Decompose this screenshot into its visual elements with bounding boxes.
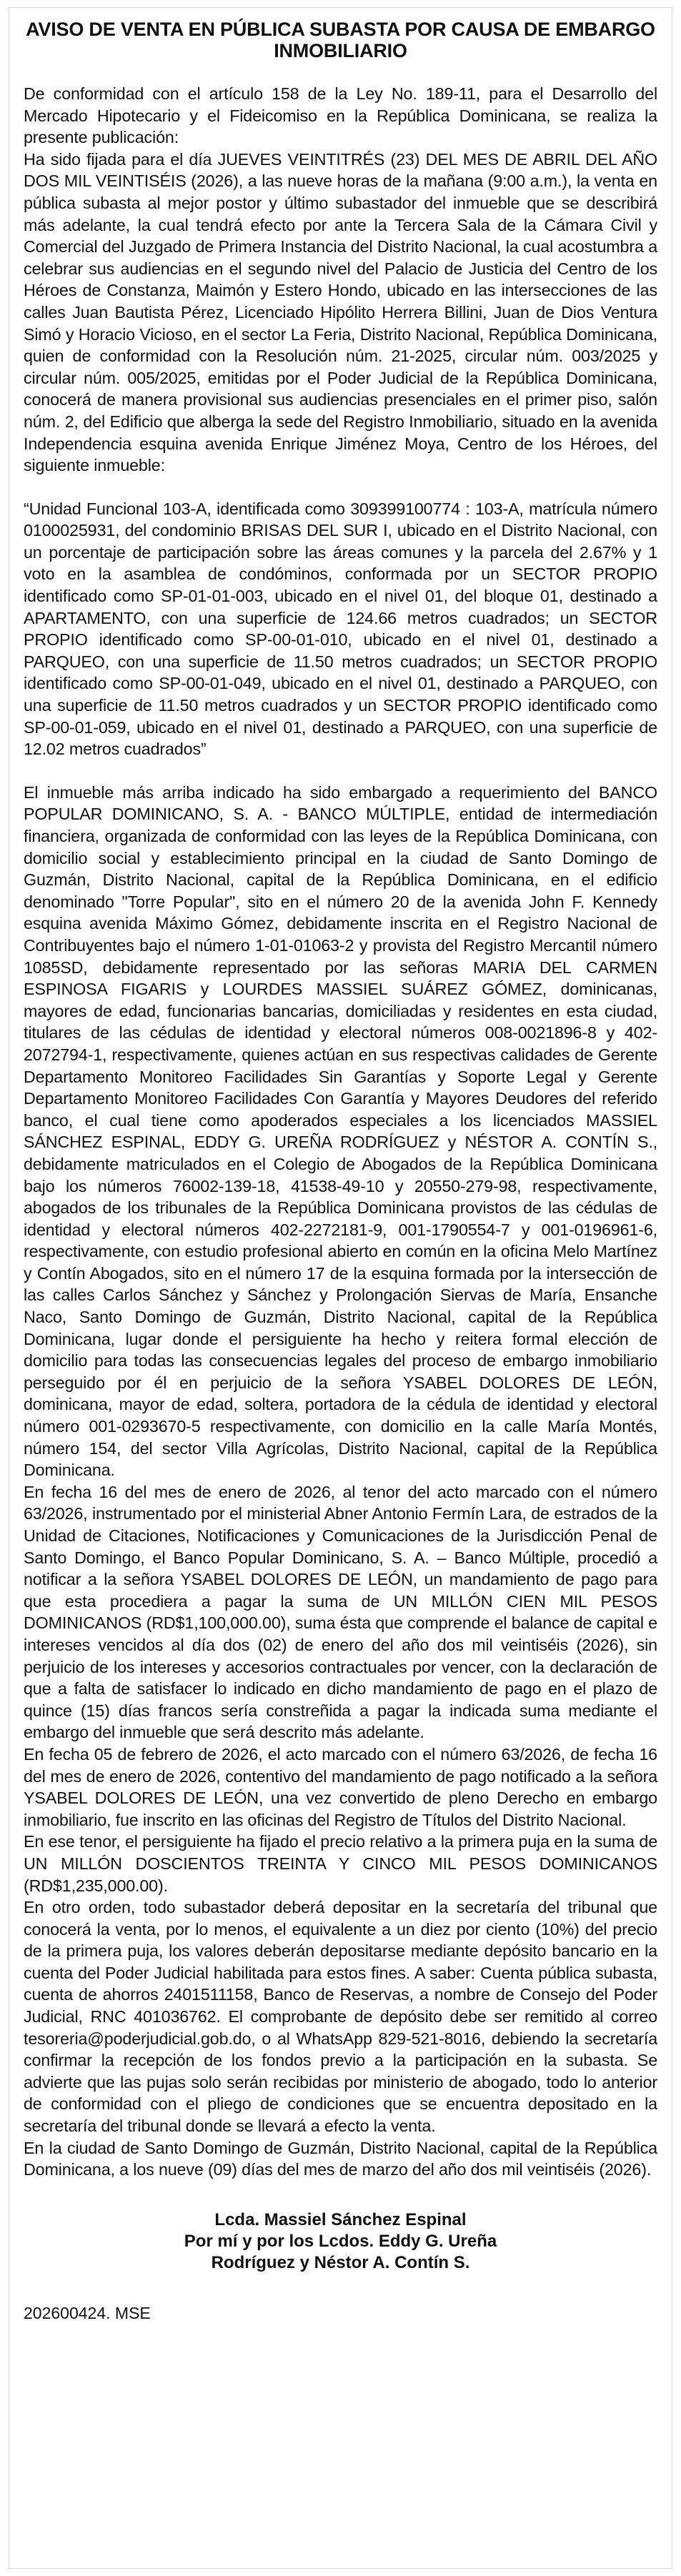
starting-price-paragraph: En ese tenor, el persiguiente ha fijado el precio relativo a la primera puja en la suma de UN MILLÓN DOSCIENTOS TREINTA Y CINCO MIL PESOS DOMINICANOS (RD$1,235,000.00). — [24, 1832, 657, 1895]
publication-code: 202600424. MSE — [24, 2303, 151, 2322]
registration-paragraph: En fecha 05 de febrero de 2026, el acto marcado con el número 63/2026, de fecha 16 del mes de enero de 2026, contentivo del mandamiento de pago notificado a la señora YSABEL DOLORES DE LEÓN, una vez convertido de pleno Derecho en embargo inmobiliario, fue inscrito en las oficinas del Registro de Títulos del Distrito Nacional. — [24, 1744, 657, 1829]
property-description-paragraph: “Unidad Funcional 103-A, identificada como 309399100774 : 103-A, matrícula número 0100025931, del condominio BRISAS DEL SUR I, ubicado en el Distrito Nacional, con un porcentaje de participación sobre las áreas comunes y la parcela del 2.67% y 1 voto en la asamblea de condóminos, conformada por un SECTOR PROPIO identificado como SP-01-01-003, ubicado en el nivel 01, del bloque 01, destinado a APARTAMENTO, con una superficie de 124.66 metros cuadrados; un SECTOR PROPIO identificado como SP-00-01-010, ubicado en el nivel 01, destinado a PARQUEO, con una superficie de 11.50 metros cuadrados; un SECTOR PROPIO identificado como SP-00-01-049, ubicado en el nivel 01, destinado a PARQUEO, con una superficie de 11.50 metros cuadrados y un SECTOR PROPIO identificado como SP-00-01-059, ubicado en el nivel 01, destinado a PARQUEO, con una superficie de 12.02 metros cuadrados” — [24, 499, 657, 759]
signature-line-1: Lcda. Massiel Sánchez Espinal — [214, 2209, 467, 2229]
spacer — [24, 477, 657, 498]
deposit-paragraph: En otro orden, todo subastador deberá depositar en la secretaría del tribunal que conocerá la venta, por lo menos, el equivalente a un diez por ciento (10%) del precio de la primera puja, los valores deberán depositarse mediante depósito bancario en la cuenta del Poder Judicial habilitada para estos fines. A saber: Cuenta pública subasta, cuenta de ahorros 2401511158, Banco de Reservas, a nombre de Consejo del Poder Judicial, RNC 401036762. El comprobante de depósito debe ser remitido al correo tesoreria@poderjudicial.gob.do, o al WhatsApp 829-521-8016, debiendo la secretaría confirmar la recepción de los fondos previo a la participación en la subasta. Se advierte que las pujas solo serán recibidas por ministerio de abogado, todo lo anterior de conformidad con el pliego de condiciones que se encuentra depositado en la secretaría del tribunal donde se llevará a efecto la venta. — [24, 1898, 657, 2136]
notice-title: AVISO DE VENTA EN PÚBLICA SUBASTA POR CAUSA DE EMBARGO INMOBILIARIO — [26, 19, 655, 61]
signature-line-2: Por mí y por los Lcdos. Eddy G. Ureña — [184, 2231, 497, 2251]
signature-block — [24, 2209, 657, 2274]
closing-paragraph: En la ciudad de Santo Domingo de Guzmán, Distrito Nacional, capital de la República Dominicana, a los nueve (09) días del mes de marzo del año dos mil veintiséis (2026). — [24, 2138, 657, 2179]
payment-order-paragraph: En fecha 16 del mes de enero de 2026, al tenor del acto marcado con el número 63/2026, instrumentado por el ministerial Abner Antonio Fermín Lara, de estrados de la Unidad de Citaciones, Notificaciones y Comunicaciones de la Jurisdicción Penal de Santo Domingo, el Banco Popular Dominicano, S. A. – Banco Múltiple, procedió a notificar a la señora YSABEL DOLORES DE LEÓN, un mandamiento de pago para que esta procediera a pagar la suma de UN MILLÓN CIEN MIL PESOS DOMINICANOS (RD$1,100,000.00), suma ésta que comprende el balance de capital e intereses vencidos al día dos (02) de enero del año dos mil veintiséis (2026), sin perjuicio de los intereses y accesorios contractuales por vencer, con la declaración de que a falta de satisfacer lo indicado en dicho mandamiento de pago en el plazo de quince (15) días francos sería constreñida a pagar la indicada suma mediante el embargo del inmueble que será descrito más adelante. — [24, 1482, 657, 1742]
signature-line-3: Rodríguez y Néstor A. Contín S. — [211, 2252, 470, 2272]
auction-date-paragraph: Ha sido fijada para el día JUEVES VEINTITRÉS (23) DEL MES DE ABRIL DEL AÑO DOS MIL VEINTISÉIS (2026), a las nueve horas de la mañana (9:00 a.m.), la venta en pública subasta al mejor postor y último subastador del inmueble que se describirá más adelante, la cual tendrá efecto por ante la Tercera Sala de la Cámara Civil y Comercial del Juzgado de Primera Instancia del Distrito Nacional, la cual acostumbra a celebrar sus audiencias en el segundo nivel del Palacio de Justicia del Centro de los Héroes de Constanza, Maimón y Estero Hondo, ubicado en las intersecciones de las calles Juan Bautista Pérez, Licenciado Hipólito Herrera Billini, Juan de Dios Ventura Simó y Horacio Vicioso, en el sector La Feria, Distrito Nacional, República Dominicana, quien de conformidad con la Resolución núm. 21-2025, circular núm. 003/2025 y circular núm. 005/2025, emitidas por el Poder Judicial de la República Dominicana, conocerá de manera provisional sus audiencias presenciales en el primer piso, salón núm. 2, del Edificio que alberga la sede del Registro Inmobiliario, situado en la avenida Independencia esquina avenida Enrique Jiménez Moya, Centro de los Héroes, del siguiente inmueble: — [24, 149, 657, 475]
intro-paragraph: De conformidad con el artículo 158 de la Ley No. 189-11, para el Desarrollo del Mercado Hipotecario y el Fideicomiso en la República Dominicana, se realiza la presente publicación: — [24, 84, 657, 147]
seizure-paragraph: El inmueble más arriba indicado ha sido embargado a requerimiento del BANCO POPULAR DOMINICANO, S. A. - BANCO MÚLTIPLE, entidad de intermediación financiera, organizada de conformidad con las leyes de la República Dominicana, con domicilio social y establecimiento principal en la ciudad de Santo Domingo de Guzmán, Distrito Nacional, capital de la República Dominicana, en el edificio denominado "Torre Popular", sito en el número 20 de la avenida John F. Kennedy esquina avenida Máximo Gómez, debidamente inscrita en el Registro Nacional de Contribuyentes bajo el número 1-01-01063-2 y provista del Registro Mercantil número 1085SD, debidamente representado por las señoras MARIA DEL CARMEN ESPINOSA FIGARIS y LOURDES MASSIEL SUÁREZ GÓMEZ, dominicanas, mayores de edad, funcionarias bancarias, domiciliadas y residentes en esta ciudad, titulares de las cédulas de identidad y electoral números 008-0021896-8 y 402-2072794-1, respectivamente, quienes actúan en sus respectivas calidades de Gerente Departamento Monitoreo Facilidades Sin Garantías y Soporte Legal y Gerente Departamento Monitoreo Facilidades Con Garantía y Mayores Deudores del referido banco, el cual tiene como apoderados especiales a los licenciados MASSIEL SÁNCHEZ ESPINAL, EDDY G. UREÑA RODRÍGUEZ y NÉSTOR A. CONTÍN S., debidamente matriculados en el Colegio de Abogados de la República Dominicana bajo los números 76002-139-18, 41538-49-10 y 20550-279-98, respectivamente, abogados de los tribunales de la República Dominicana provistos de las cédulas de identidad y electoral números 402-2272181-9, 001-1790554-7 y 001-0196961-6, respectivamente, con estudio profesional abierto en común en la oficina Melo Martínez y Contín Abogados, sito en el número 17 de la esquina formada por la intersección de las calles Carlos Sánchez y Sánchez y Prolongación Siervas de María, Ensanche Naco, Santo Domingo de Guzmán, Distrito Nacional, capital de la República Dominicana, lugar donde el persiguiente ha hecho y reitera formal elección de domicilio para todas las consecuencias legales del proceso de embargo inmobiliario perseguido por él en perjuicio de la señora YSABEL DOLORES DE LEÓN, dominicana, mayor de edad, soltera, portadora de la cédula de identidad y electoral número 001-0293670-5 respectivamente, con domicilio en la calle María Montés, número 154, del sector Villa Agrícolas, Distrito Nacional, capital de la República Dominicana. — [24, 782, 657, 1480]
spacer — [24, 760, 657, 782]
